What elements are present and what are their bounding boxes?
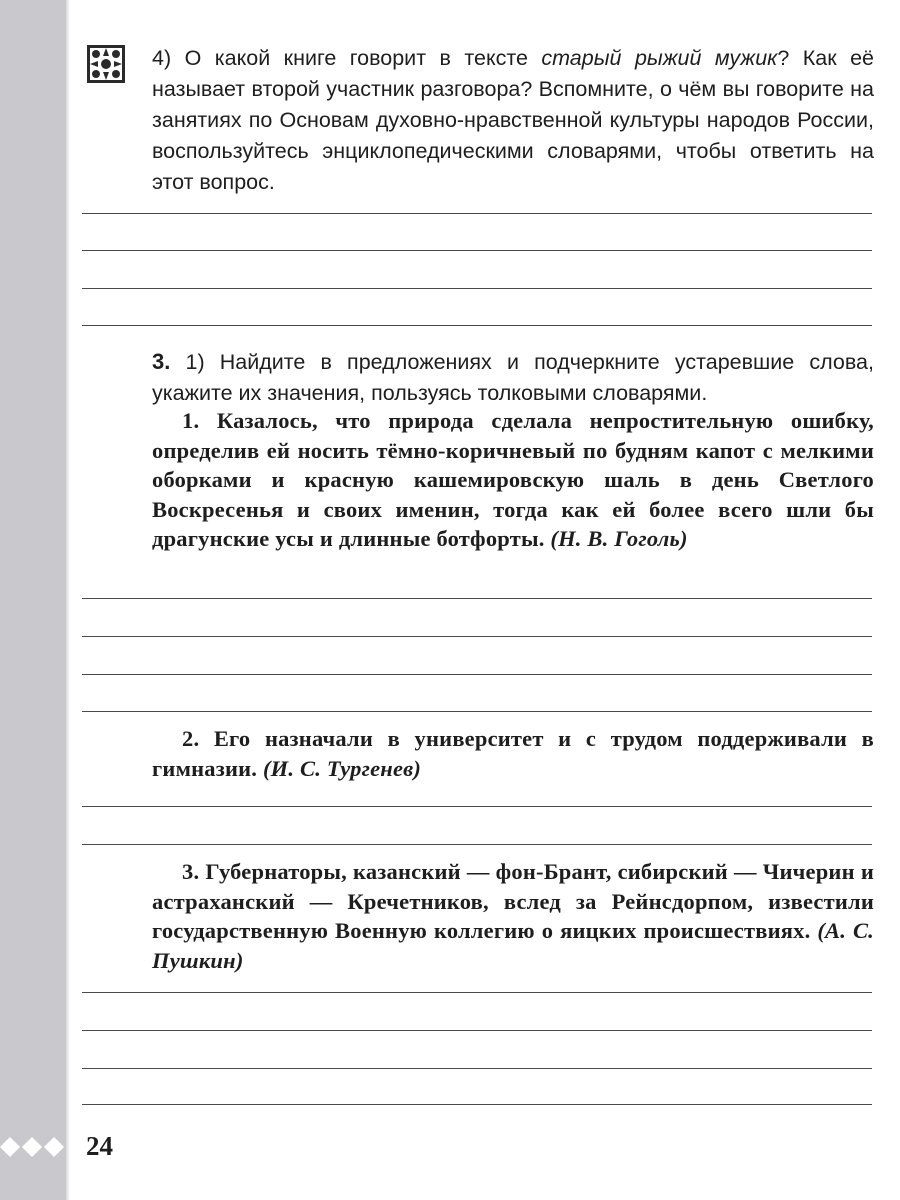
task-4-text-start: 4) О какой книге говорит в тексте xyxy=(152,46,542,70)
task-3-prompt: 1) Найдите в предложениях и подчеркните устаревшие слова, укажите их значения, пользуясь толковыми словарями. xyxy=(152,350,874,405)
task-number: 3. xyxy=(152,349,171,374)
answer-line[interactable] xyxy=(82,674,872,675)
page-number: 24 xyxy=(86,1131,113,1161)
answer-line[interactable] xyxy=(82,636,872,637)
sentence-2 xyxy=(152,724,874,783)
sentence-1-author: (Н. В. Гоголь) xyxy=(550,526,688,551)
answer-line[interactable] xyxy=(82,325,872,326)
task-4-text xyxy=(152,43,874,198)
answer-line[interactable] xyxy=(82,711,872,712)
sentence-3-text xyxy=(152,857,874,975)
sentence-1-text xyxy=(152,406,874,554)
task-4-text-end: ? Как её называет второй участник разговора? Вспомните, о чём вы говорите на занятиях по Основам духовно-нравственной культуры народов России, воспользуйтесь энциклопедическими словарями, чтобы ответить на этот вопрос. xyxy=(152,46,874,194)
answer-line[interactable] xyxy=(82,1030,872,1031)
answer-line[interactable] xyxy=(82,250,872,251)
task-4-italic-phrase: старый рыжий мужик xyxy=(541,46,778,70)
sentence-2-author: (И. С. Тургенев) xyxy=(262,755,422,781)
sentence-1 xyxy=(152,406,874,554)
sentence-3 xyxy=(152,857,874,975)
answer-line[interactable] xyxy=(82,992,872,993)
sentence-2-body: 2. Его назначали в университет и с трудом поддерживали в гимназии. xyxy=(152,726,874,781)
sentence-1-body: 1. Казалось, что природа сделала непростительную ошибку, определив ей носить тёмно-коричневый по будням капот с мелкими оборками и красную кашемировскую шаль в день Светлого Воскресенья и своих именин, тогда как ей более всего шли бы драгунские усы и длинные ботфорты. xyxy=(152,408,874,551)
task-3-text xyxy=(152,346,874,409)
sentence-3-author: (А. С. Пушкин) xyxy=(152,918,874,973)
sentence-2-text xyxy=(152,724,874,783)
task-3-heading xyxy=(152,346,874,409)
answer-line[interactable] xyxy=(82,213,872,214)
strip-edge xyxy=(66,0,70,1200)
answer-line[interactable] xyxy=(82,288,872,289)
answer-line[interactable] xyxy=(82,806,872,807)
task-4-question xyxy=(152,43,874,198)
answer-line[interactable] xyxy=(82,844,872,845)
left-margin-strip xyxy=(0,0,66,1200)
answer-line[interactable] xyxy=(82,1068,872,1069)
footer-ornament-icon xyxy=(0,1130,66,1164)
sentence-3-body: 3. Губернаторы, казанский — фон-Брант, сибирский — Чичерин и астраханский — Кречетников, вслед за Рейнсдорпом, известили государственную Военную коллегию о яицких происшествиях. xyxy=(152,859,874,943)
task-ornament-icon xyxy=(86,44,126,84)
answer-line[interactable] xyxy=(82,598,872,599)
answer-line[interactable] xyxy=(82,1104,872,1105)
